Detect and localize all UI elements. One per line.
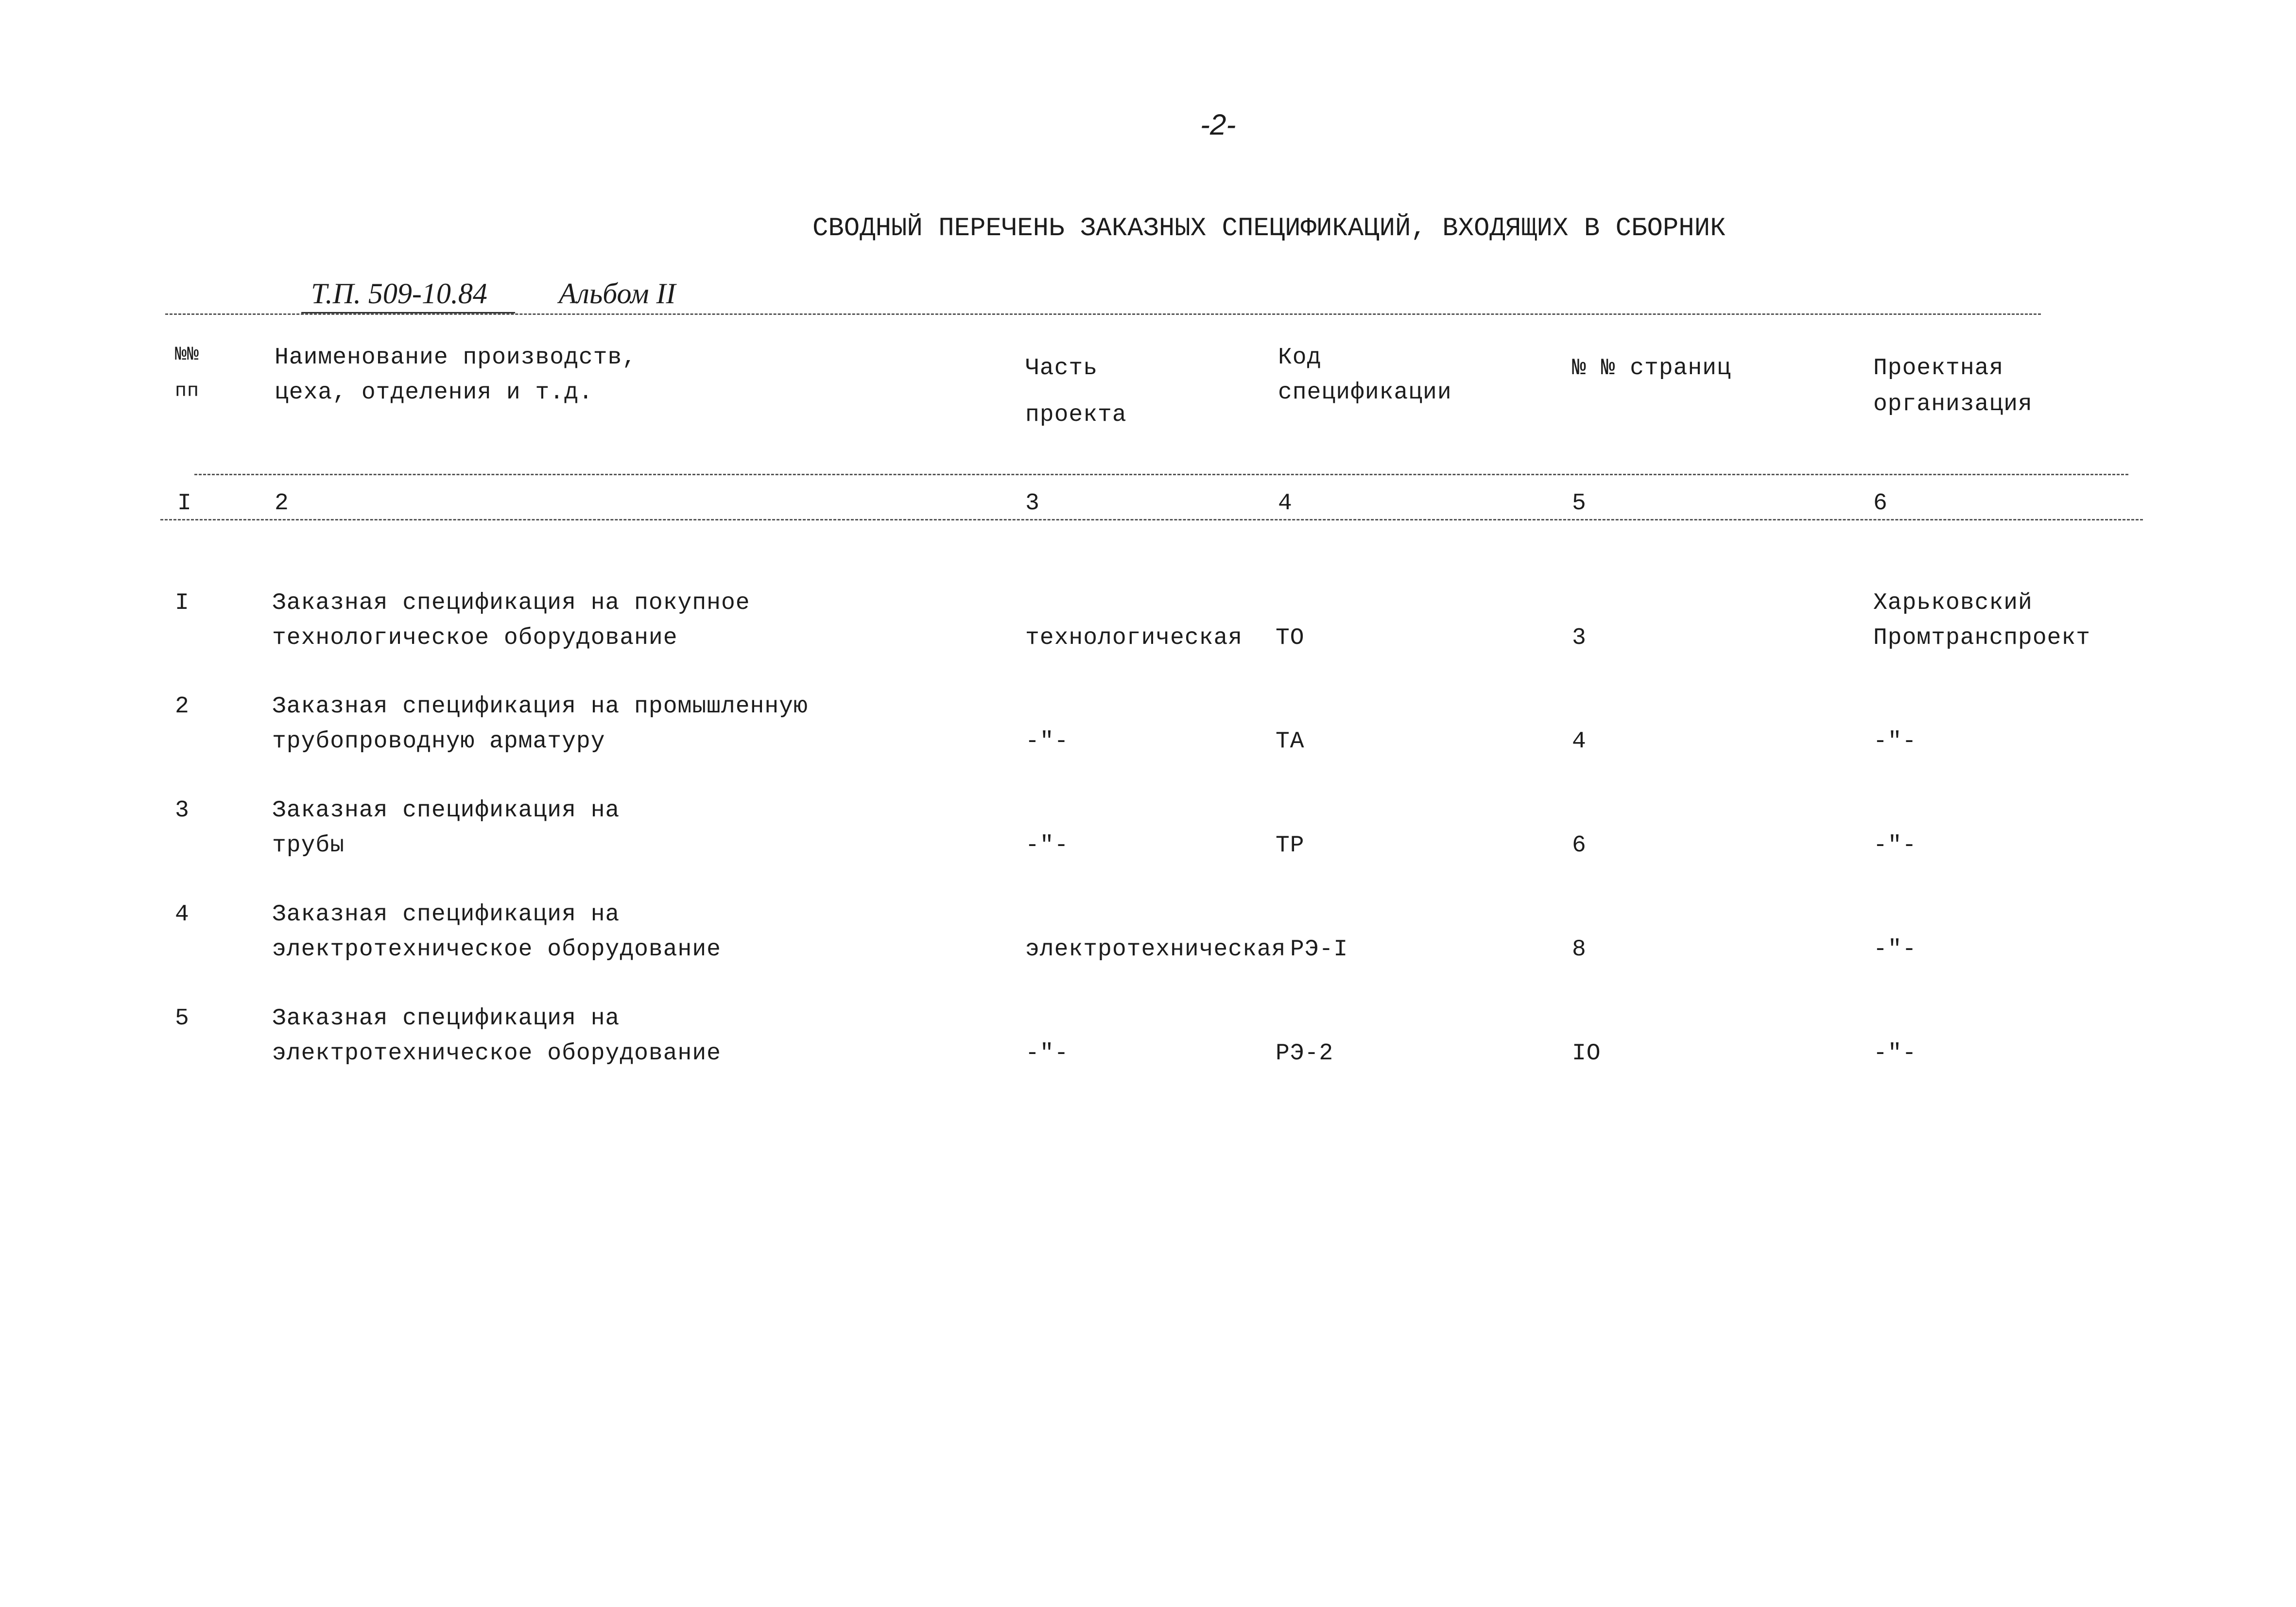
row-code: ТО — [1276, 625, 1305, 651]
header-col4-line1: Код — [1278, 345, 1322, 371]
header-col6-line1: Проектная — [1873, 355, 2004, 381]
row-pages: 3 — [1572, 625, 1587, 651]
header-col5: № № страниц — [1572, 355, 1731, 381]
page-number: -2- — [1200, 108, 1236, 141]
column-number-5: 5 — [1572, 490, 1587, 517]
row-pages: 4 — [1572, 728, 1587, 755]
header-col3-line1: Часть — [1025, 355, 1098, 381]
row-name-line2: электротехническое оборудование — [272, 936, 721, 963]
row-name-line2: технологическое оборудование — [272, 625, 678, 651]
column-number-6: 6 — [1873, 490, 1888, 517]
row-part: -"- — [1025, 1040, 1069, 1067]
row-name-line2: трубопроводную арматуру — [272, 728, 605, 755]
row-part: -"- — [1025, 832, 1069, 859]
top-rule — [165, 313, 2041, 315]
row-pages: 8 — [1572, 936, 1587, 963]
header-col2-line1: Наименование производств, — [275, 345, 637, 371]
row-code: ТА — [1276, 728, 1305, 755]
row-name-line1: Заказная спецификация на — [272, 1005, 620, 1032]
project-code-handwritten: Т.П. 509-10.84 — [311, 277, 487, 310]
row-pages: IO — [1572, 1040, 1601, 1067]
row-number: I — [175, 590, 190, 616]
row-number: 3 — [175, 797, 190, 824]
header-bottom-rule — [194, 474, 2128, 475]
row-name-line1: Заказная спецификация на промышленную — [272, 693, 808, 720]
header-col1-line1: №№ — [175, 344, 200, 366]
row-code: РЭ-I — [1290, 936, 1348, 963]
column-number-3: 3 — [1025, 490, 1040, 517]
row-part: технологическая — [1025, 625, 1243, 651]
column-number-2: 2 — [275, 490, 289, 517]
row-code: ТР — [1276, 832, 1305, 859]
row-org-line1: Харьковский — [1873, 590, 2033, 616]
row-name-line2: электротехническое оборудование — [272, 1040, 721, 1067]
row-number: 2 — [175, 693, 190, 720]
column-number-4: 4 — [1278, 490, 1293, 517]
row-code: РЭ-2 — [1276, 1040, 1334, 1067]
header-col4-line2: спецификации — [1278, 380, 1452, 406]
document-title: СВОДНЫЙ ПЕРЕЧЕНЬ ЗАКАЗНЫХ СПЕЦИФИКАЦИЙ, ВХОДЯЩИХ В СБОРНИК — [812, 214, 1726, 243]
row-name-line1: Заказная спецификация на — [272, 901, 620, 928]
row-pages: 6 — [1572, 832, 1587, 859]
row-part: электротехническая — [1025, 936, 1286, 963]
header-col3-line2: проекта — [1025, 402, 1127, 428]
row-number: 5 — [175, 1005, 190, 1032]
row-name-line2: трубы — [272, 832, 345, 859]
album-handwritten: Альбом II — [559, 277, 676, 310]
row-org-line1: -"- — [1873, 832, 1917, 859]
row-org-line2: Промтранспроект — [1873, 625, 2091, 651]
row-name-line1: Заказная спецификация на покупное — [272, 590, 750, 616]
row-org-line1: -"- — [1873, 1040, 1917, 1067]
header-col1-line2: пп — [175, 380, 200, 402]
column-number-1: I — [177, 490, 192, 517]
header-col6-line2: организация — [1873, 391, 2033, 417]
row-name-line1: Заказная спецификация на — [272, 797, 620, 824]
row-org-line1: -"- — [1873, 728, 1917, 755]
column-numbers-rule — [160, 519, 2143, 520]
header-col2-line2: цеха, отделения и т.д. — [275, 380, 593, 406]
row-part: -"- — [1025, 728, 1069, 755]
row-org-line1: -"- — [1873, 936, 1917, 963]
row-number: 4 — [175, 901, 190, 928]
